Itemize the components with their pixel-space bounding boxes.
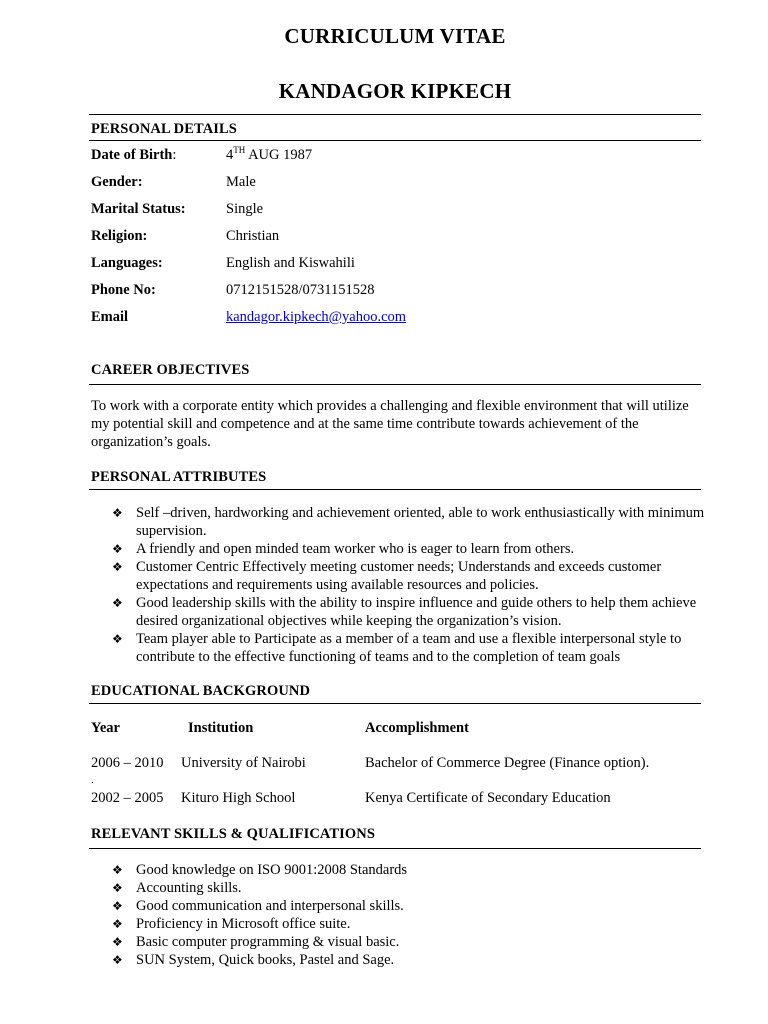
list-item-text: Customer Centric Effectively meeting customer needs; Understands and exceeds customer expectations and requirements using available resources and policies. (136, 559, 662, 593)
list-item (112, 861, 712, 879)
diamond-bullet-icon: ❖ (112, 917, 123, 931)
diamond-bullet-icon: ❖ (112, 863, 123, 877)
list-item-text: Basic computer programming & visual basic. (136, 934, 400, 950)
dob-rest: AUG 1987 (245, 147, 313, 163)
religion-label: Religion: (91, 228, 148, 244)
personal-details-heading: PERSONAL DETAILS (91, 121, 237, 137)
list-item-text: SUN System, Quick books, Pastel and Sage. (136, 952, 395, 968)
diamond-bullet-icon: ❖ (112, 632, 123, 646)
gender-label: Gender: (91, 174, 143, 190)
candidate-name: KANDAGOR KIPKECH (278, 79, 512, 103)
email-value (226, 309, 406, 326)
edu-col-accomplishment: Accomplishment (365, 720, 469, 736)
divider (89, 140, 701, 141)
marital-status-value: Single (226, 201, 264, 217)
edu-col-institution: Institution (188, 720, 254, 736)
list-item (112, 879, 712, 897)
dob-colon: : (172, 147, 177, 163)
list-item (112, 933, 712, 951)
edu-row-institution: Kituro High School (181, 790, 296, 806)
list-item (112, 594, 712, 630)
marital-status-label: Marital Status: (91, 201, 186, 217)
edu-row-institution: University of Nairobi (181, 755, 306, 771)
edu-row-year: 2006 – 2010 (91, 755, 164, 771)
diamond-bullet-icon: ❖ (112, 560, 123, 574)
personal-attributes-list (112, 504, 712, 666)
diamond-bullet-icon: ❖ (112, 596, 123, 610)
list-item (112, 540, 712, 558)
list-item-text: Accounting skills. (136, 880, 242, 896)
dob-label-text: Date of Birth (91, 147, 173, 163)
list-item-text: Self –driven, hardworking and achievement oriented, able to work enthusiastically with minimum supervision. (136, 505, 705, 539)
list-item (112, 558, 712, 594)
list-item-text: Good communication and interpersonal skills. (136, 898, 404, 914)
list-item-text: Proficiency in Microsoft office suite. (136, 916, 351, 932)
dob-value (226, 147, 312, 164)
divider (89, 384, 701, 385)
diamond-bullet-icon: ❖ (112, 542, 123, 556)
list-item-text: Team player able to Participate as a member of a team and use a flexible interpersonal style to contribute to the effective functioning of teams and to the completion of team goals (136, 631, 682, 665)
skills-heading: RELEVANT SKILLS & QUALIFICATIONS (91, 826, 376, 842)
edu-col-year: Year (91, 720, 120, 736)
divider (89, 848, 701, 849)
career-objectives-heading: CAREER OBJECTIVES (91, 362, 250, 378)
religion-value: Christian (226, 228, 280, 244)
list-item (112, 630, 712, 666)
career-objectives-text: To work with a corporate entity which provides a challenging and flexible environment that will utilize my potential skill and competence and at the same time contribute towards achievement of the organization’s goals. (91, 398, 689, 450)
skills-list (112, 861, 712, 969)
personal-attributes-heading: PERSONAL ATTRIBUTES (91, 469, 267, 485)
divider (89, 114, 701, 115)
list-item (112, 915, 712, 933)
edu-row-year: 2002 – 2005 (91, 790, 164, 806)
education-heading: EDUCATIONAL BACKGROUND (91, 683, 311, 699)
list-item (112, 897, 712, 915)
diamond-bullet-icon: ❖ (112, 935, 123, 949)
diamond-bullet-icon: ❖ (112, 953, 123, 967)
diamond-bullet-icon: ❖ (112, 899, 123, 913)
edu-row-accomplishment: Kenya Certificate of Secondary Education (365, 790, 611, 806)
diamond-bullet-icon: ❖ (112, 506, 123, 520)
list-item (112, 951, 712, 969)
dob-suffix: TH (233, 145, 246, 155)
edu-row-accomplishment: Bachelor of Commerce Degree (Finance option). (365, 755, 650, 771)
diamond-bullet-icon: ❖ (112, 881, 123, 895)
document-title: CURRICULUM VITAE (284, 24, 506, 48)
languages-value: English and Kiswahili (226, 255, 355, 271)
dob-label (91, 147, 176, 164)
stray-dot: . (91, 774, 94, 786)
list-item (112, 504, 712, 540)
list-item-text: A friendly and open minded team worker who is eager to learn from others. (136, 541, 575, 557)
divider (89, 703, 701, 704)
phone-label: Phone No: (91, 282, 156, 298)
phone-value: 0712151528/0731151528 (226, 282, 375, 298)
divider (89, 489, 701, 490)
list-item-text: Good knowledge on ISO 9001:2008 Standards (136, 862, 408, 878)
list-item-text: Good leadership skills with the ability to inspire influence and guide others to help them achieve desired organizational objectives while keeping the organization’s vision. (136, 595, 697, 629)
languages-label: Languages: (91, 255, 163, 271)
dob-day: 4 (226, 147, 234, 163)
email-label: Email (91, 309, 129, 325)
email-link[interactable]: kandagor.kipkech@yahoo.com (226, 309, 407, 325)
gender-value: Male (226, 174, 256, 190)
